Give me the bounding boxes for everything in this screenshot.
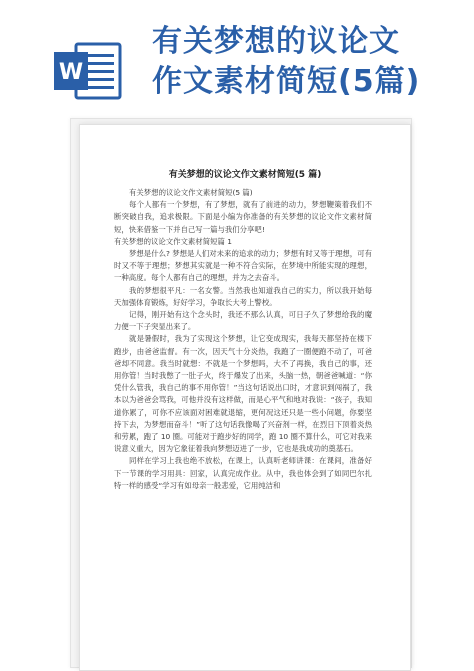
document-paragraph: 有关梦想的议论文作文素材简短篇 1 xyxy=(114,236,232,246)
svg-text:W: W xyxy=(58,60,84,85)
headline-line-1: 有关梦想的议论文 xyxy=(152,24,400,59)
document-paragraph: 记得，刚开始有这个念头时，我还不那么认真，可日子久了梦想给我的魔力便一下子突显出来了。 xyxy=(114,310,372,332)
document-paragraph: 有关梦想的议论文作文素材简短(5 篇) xyxy=(129,188,253,197)
document-title: 有关梦想的议论文作文素材简短(5 篇) xyxy=(168,170,322,180)
headline-line-2: 作文素材简短(5篇) xyxy=(152,64,421,99)
document-body xyxy=(114,187,372,492)
document-paragraph: 梦想是什么? 梦想是人们对未来的追求的动力；梦想有时又等于理想，可有时又不等于理想；梦想其实就是一种不符合实际，在梦境中所能实现的理想，一种高度。每个人都有自己的理想，并为之去奋斗。 xyxy=(114,249,372,283)
word-document-icon xyxy=(54,40,124,102)
document-page xyxy=(79,124,411,671)
document-paragraph: 我的梦想很平凡：一名女警。当然我也知道我自己的实力，所以我开始每天加强体育锻炼，好好学习，争取长大考上警校。 xyxy=(114,285,372,307)
headline xyxy=(152,22,470,102)
document-paragraph: 就是暑假时，我为了实现这个梦想，让它变成现实，我每天都坚持在楼下跑步，由爸爸监督。有一次，因天气十分炎热，我跑了一圈便跑不动了，可爸爸却不同意。我当时就想：不就是一个梦想吗，大不了再换，我自己的事，还用你管！当时我憋了一肚子火，终于爆发了出来，头脑一热，朝爸爸喊道：“你凭什么管我，我自己的事不用你管！”当这句话说出口时，才意识到闯祸了，我本以为爸爸会骂我，可他并没有这样做，而是心平气和地对我说：“孩子，我知道你累了，可你不应该面对困难就退缩，更何况这还只是一些小问题，你要坚持下去，为梦想而奋斗！”听了这句话我像喝了兴奋剂一样，在烈日下顶着炎热和劳累，跑了 10 圈。可能对于跑步好的同学，跑 10 圈不算什么，可它对我来说意义重大，因为它象征着我向梦想迈进了一步，它也是我成功的奠基石。 xyxy=(114,334,372,454)
document-paragraph: 同样在学习上我也绝不放松，在课上，认真听老师讲课：在课间，准备好下一节课的学习用具：回家，认真完成作业。从中，我也体会到了如同巴尔扎特一样的感受“学习有如母亲一般悲爱，它用纯洁和 xyxy=(114,456,372,490)
document-paragraph: 每个人都有一个梦想，有了梦想，就有了前进的动力，梦想鞭策着我们不断突破自我，追求极限。下面是小编为你准备的有关梦想的议论文作文素材简短，快来借鉴一下并自己写一篇与我们分享吧! xyxy=(114,200,372,234)
